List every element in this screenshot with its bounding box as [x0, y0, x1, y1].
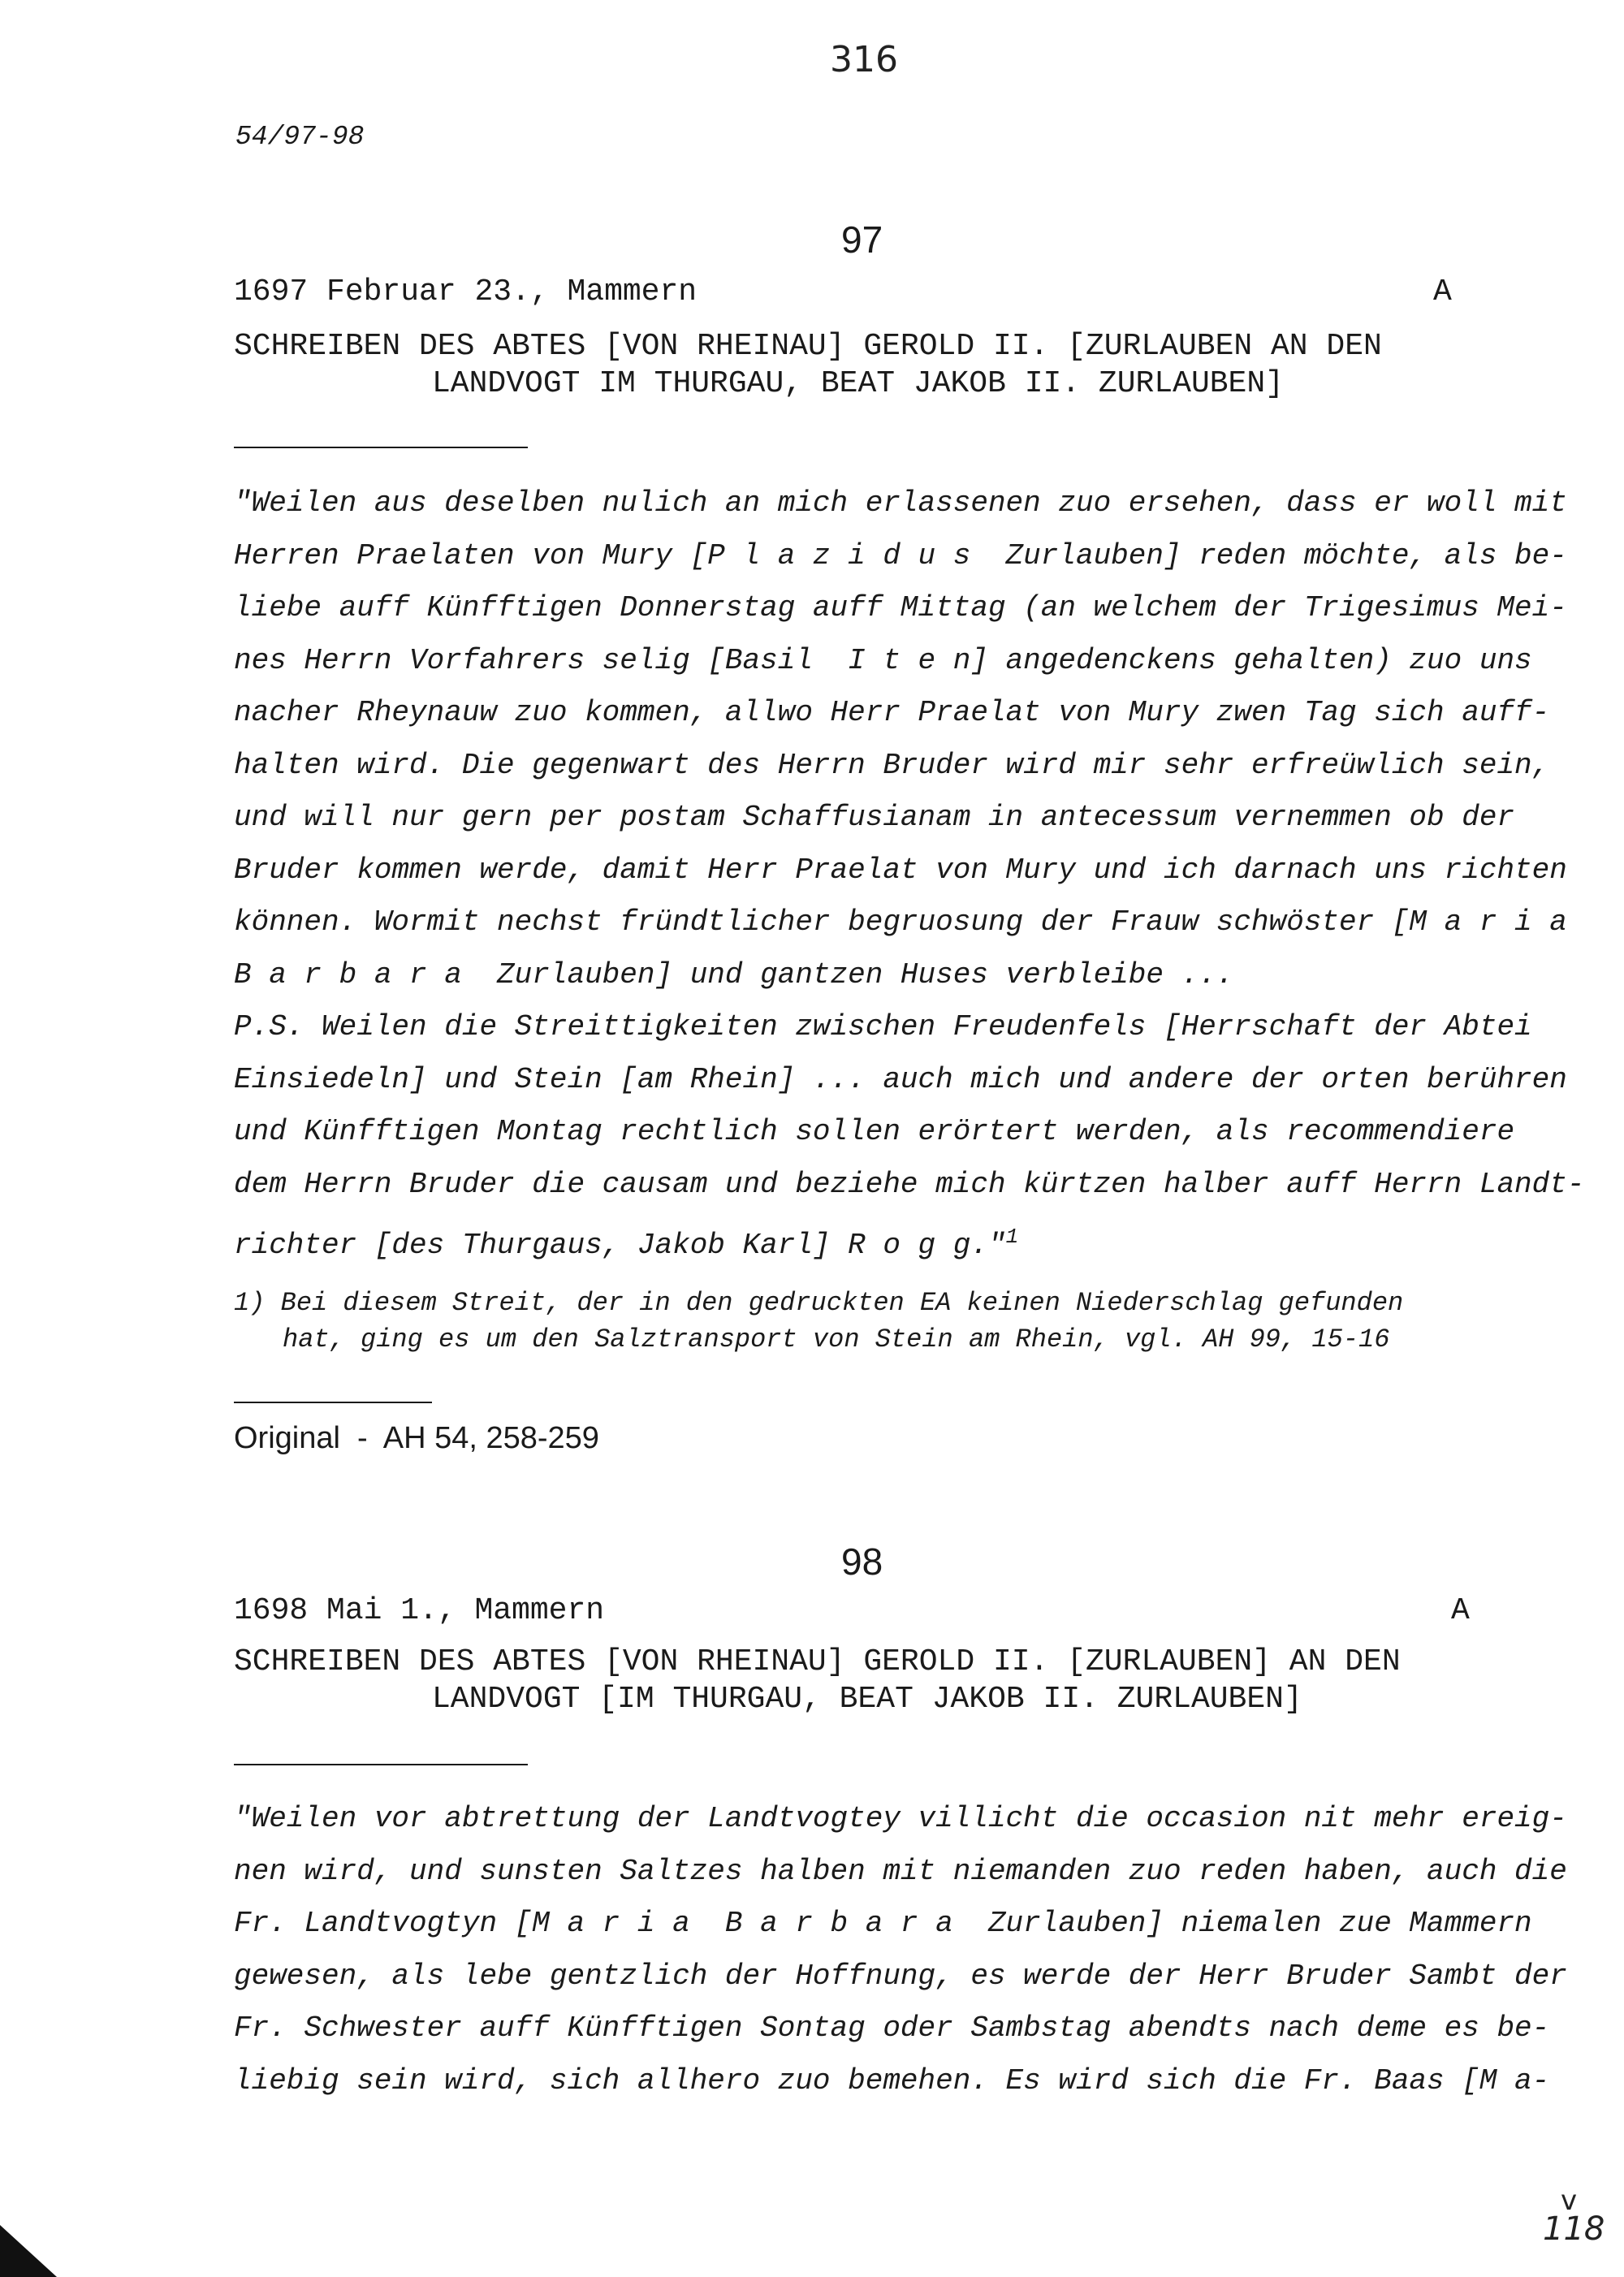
body-line: nes Herrn Vorfahrers selig [Basil I t e n] angedenckens gehalten) zuo uns [234, 643, 1532, 677]
body-line: Herren Praelaten von Mury [P l a z i d u s Zurlauben] reden möchte, als be- [234, 538, 1567, 572]
body-line-text: richter [des Thurgaus, Jakob Karl] R o g g." [234, 1229, 1006, 1262]
body-line: dem Herrn Bruder die causam und beziehe mich kürtzen halber auff Herrn Landt- [234, 1167, 1585, 1201]
body-line: halten wird. Die gegenwart des Herrn Bruder wird mir sehr erfreüwlich sein, [234, 748, 1550, 782]
doc98-divider [234, 1764, 528, 1765]
handwritten-check-mark: v [1561, 2184, 1578, 2217]
document-number-97: 97 [841, 218, 883, 261]
footnote-marker: 1 [1005, 1225, 1019, 1249]
doc98-title-line1: SCHREIBEN DES ABTES [VON RHEINAU] GEROLD II. [ZURLAUBEN] AN DEN [234, 1644, 1401, 1679]
body-line: nacher Rheynauw zuo kommen, allwo Herr Praelat von Mury zwen Tag sich auff- [234, 696, 1550, 729]
reference-number: 54/97-98 [235, 122, 365, 152]
body-line: P.S. Weilen die Streittigkeiten zwischen Freudenfels [Herrschaft der Abtei [234, 1010, 1532, 1043]
doc98-body [234, 1793, 1567, 2107]
body-line [234, 1211, 1584, 1272]
body-line: gewesen, als lebe gentzlich der Hoffnung, es werde der Herr Bruder Sambt der [234, 1959, 1567, 1993]
body-line: und will nur gern per postam Schaffusianam in antecessum vernemmen ob der [234, 801, 1515, 834]
doc97-title-line2: LANDVOGT IM THURGAU, BEAT JAKOB II. ZURLAUBEN] [432, 366, 1284, 401]
doc97-footnote [234, 1285, 1403, 1358]
doc97-body [234, 477, 1584, 1272]
body-line: und Künfftigen Montag rechtlich sollen erörtert werden, als recommendiere [234, 1115, 1515, 1148]
footnote-line: 1) Bei diesem Streit, der in den gedruckten EA keinen Niederschlag gefunden [234, 1288, 1404, 1318]
doc98-mark: A [1451, 1593, 1470, 1628]
doc98-date-place: 1698 Mai 1., Mammern [234, 1593, 605, 1628]
body-line: "Weilen vor abtrettung der Landtvogtey villicht die occasion nit mehr ereig- [234, 1802, 1567, 1835]
body-line: nen wird, und sunsten Saltzes halben mit niemanden zuo reden haben, auch die [234, 1854, 1567, 1888]
body-line: Bruder kommen werde, damit Herr Praelat von Mury und ich darnach uns richten [234, 853, 1567, 887]
doc97-original-divider [234, 1402, 432, 1403]
doc97-original: Original - AH 54, 258-259 [234, 1421, 599, 1455]
body-line: Fr. Schwester auff Künfftigen Sontag oder Sambstag abendts nach deme es be- [234, 2011, 1550, 2045]
body-line: liebe auff Künfftigen Donnerstag auff Mittag (an welchem der Trigesimus Mei- [234, 591, 1567, 624]
body-line: Einsiedeln] und Stein [am Rhein] ... auch mich und andere der orten berühren [234, 1062, 1567, 1096]
doc97-title-line1: SCHREIBEN DES ABTES [VON RHEINAU] GEROLD II. [ZURLAUBEN AN DEN [234, 329, 1382, 364]
doc97-divider [234, 447, 528, 448]
handwritten-folio-number: 118 [1543, 2210, 1605, 2248]
body-line: Fr. Landtvogtyn [M a r i a B a r b a r a Zurlauben] niemalen zue Mammern [234, 1907, 1532, 1940]
body-line: können. Wormit nechst fründtlicher begruosung der Frauw schwöster [M a r i a [234, 905, 1567, 939]
doc97-mark: A [1433, 274, 1452, 309]
doc98-title-line2: LANDVOGT [IM THURGAU, BEAT JAKOB II. ZURLAUBEN] [432, 1682, 1302, 1717]
footnote-line: hat, ging es um den Salztransport von Stein am Rhein, vgl. AH 99, 15-16 [283, 1324, 1390, 1355]
doc97-date-place: 1697 Februar 23., Mammern [234, 274, 698, 309]
document-number-98: 98 [841, 1540, 883, 1583]
handwritten-page-number: 316 [830, 39, 898, 80]
body-line: B a r b a r a Zurlauben] und gantzen Huses verbleibe ... [234, 957, 1234, 992]
scan-corner-shadow [0, 2225, 57, 2277]
body-line: liebig sein wird, sich allhero zuo bemehen. Es wird sich die Fr. Baas [M a- [234, 2063, 1550, 2098]
body-line: "Weilen aus deselben nulich an mich erlassenen zuo ersehen, dass er woll mit [234, 486, 1567, 520]
